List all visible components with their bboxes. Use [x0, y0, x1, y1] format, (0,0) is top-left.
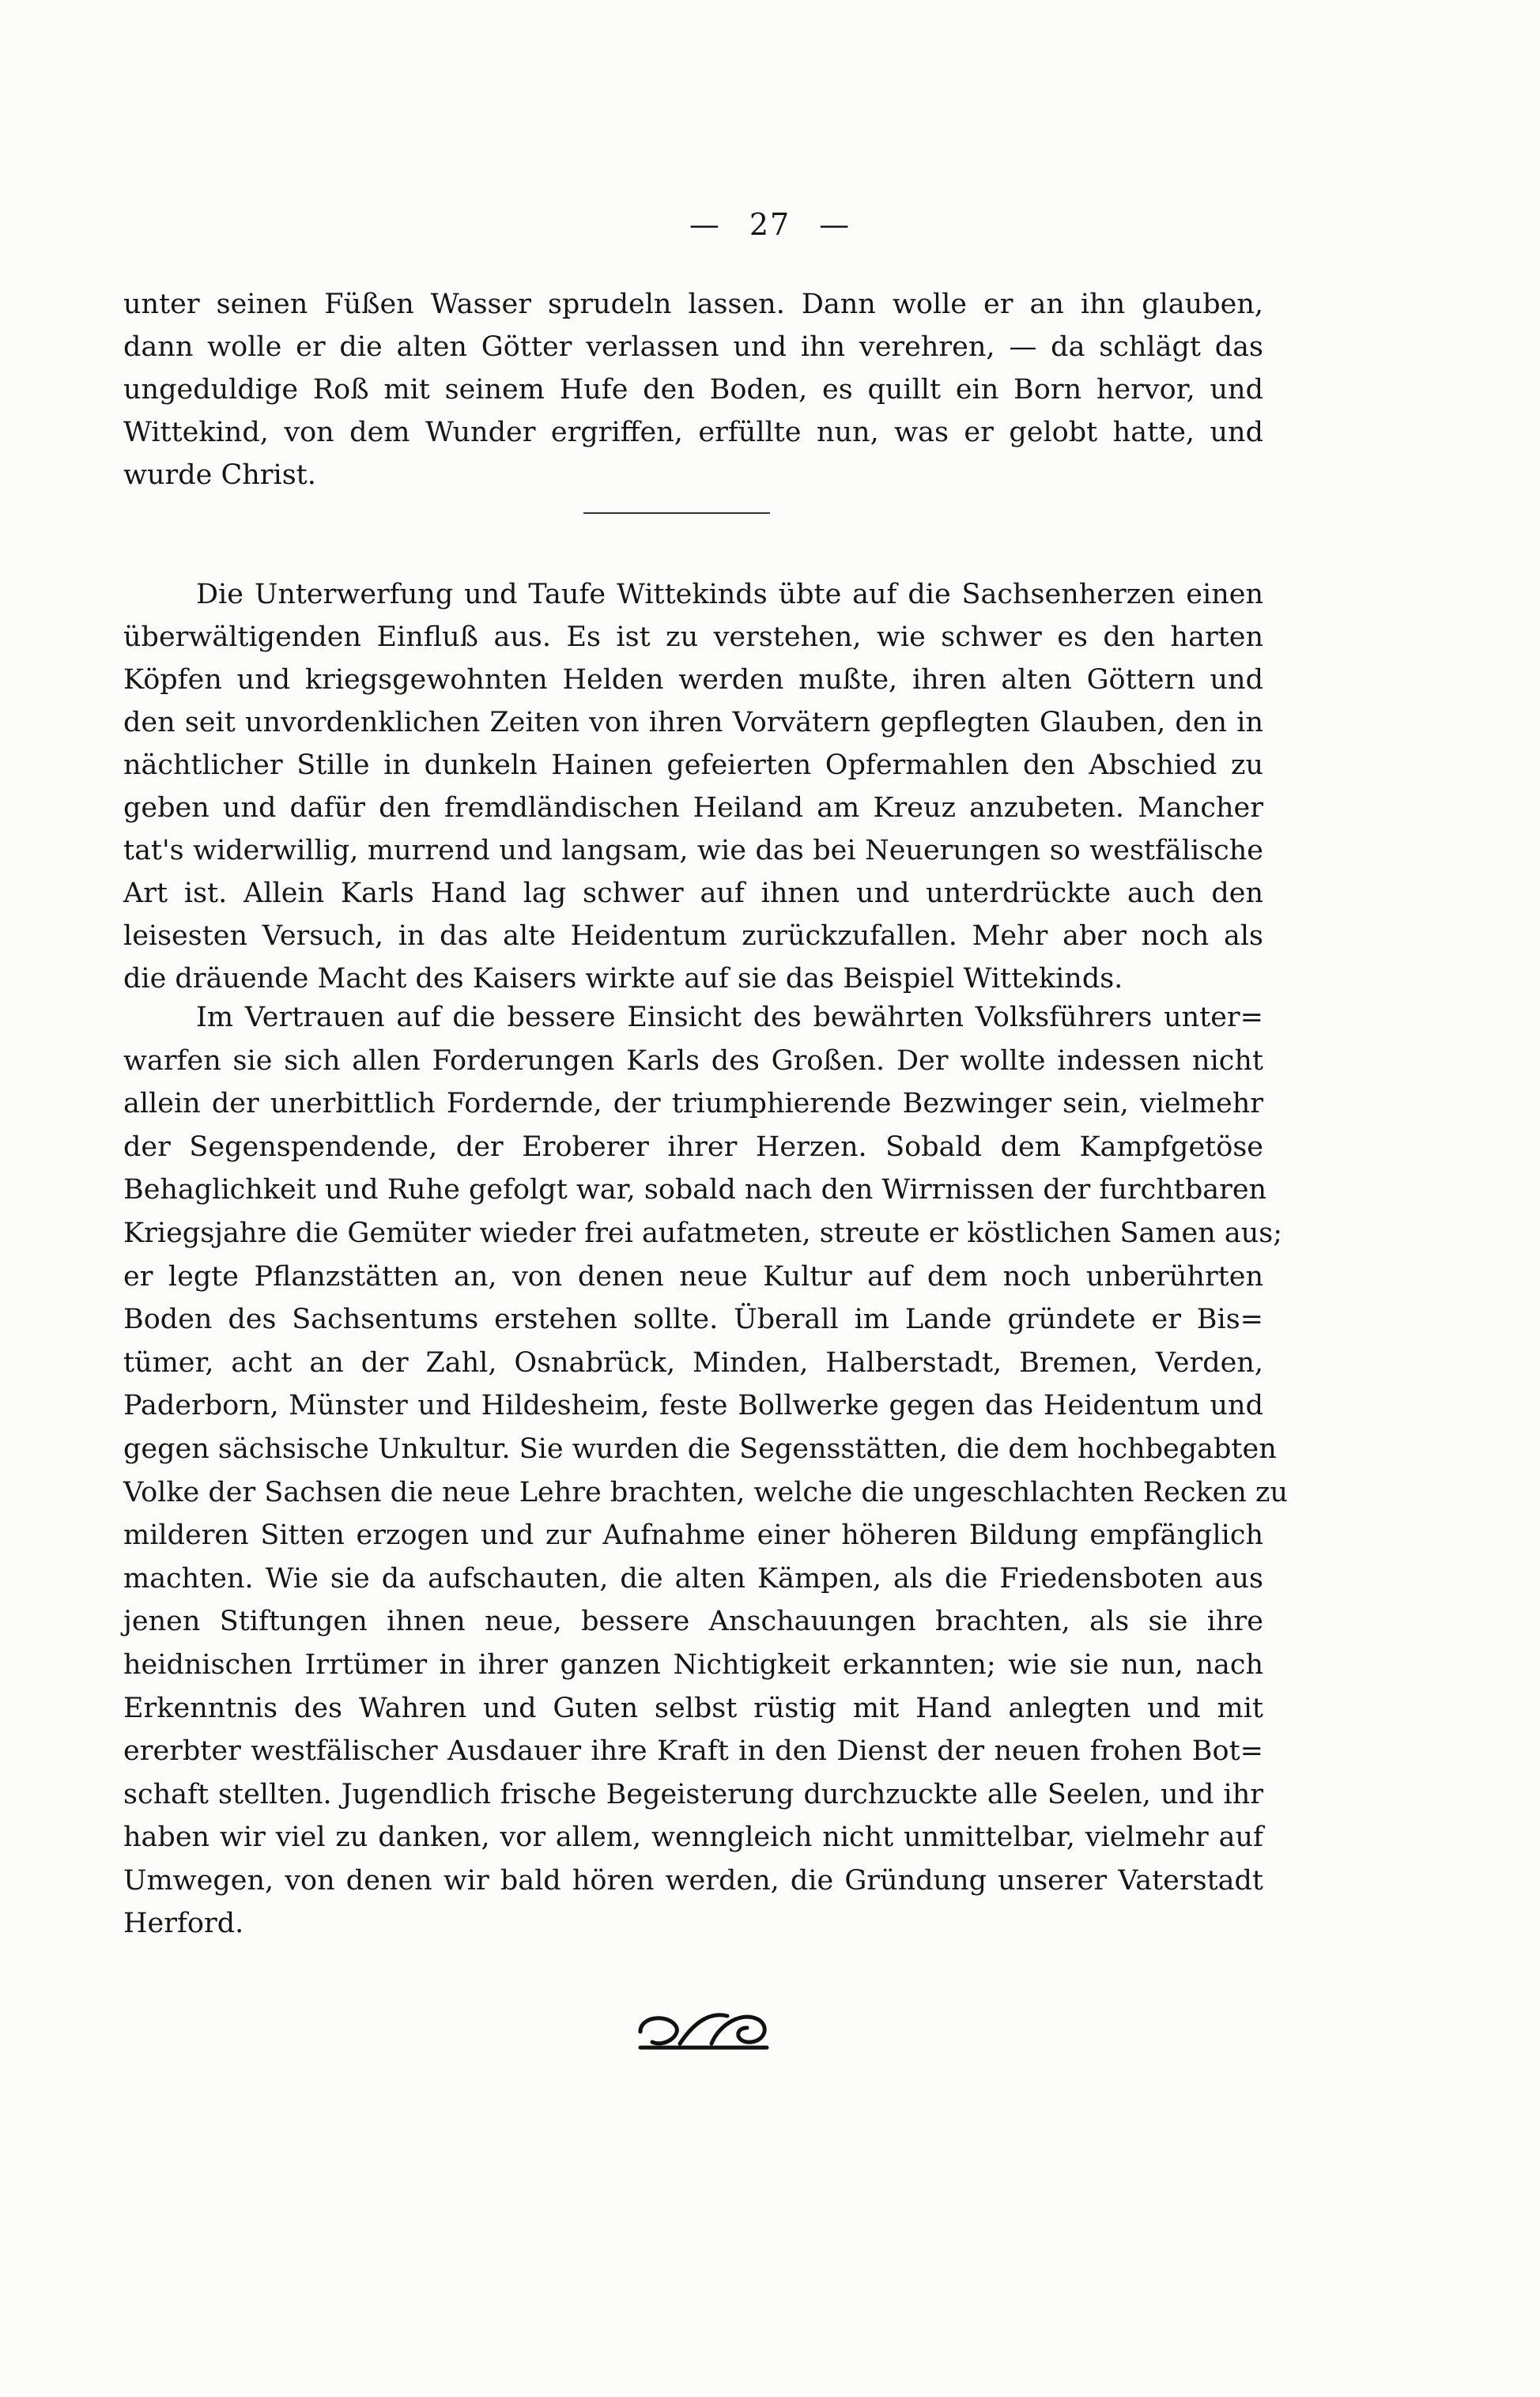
text-line: schaft stellten. Jugendlich frische Begeisterung durchzuckte alle Seelen, und ihr — [123, 1778, 1263, 1810]
text-line: allein der unerbittlich Fordernde, der triumphierende Bezwinger sein, vielmehr — [123, 1088, 1263, 1120]
text-line: Umwegen, von denen wir bald hören werden, die Gründung unserer Vaterstadt — [123, 1864, 1263, 1897]
text-line: ererbter westfälischer Ausdauer ihre Kraft in den Dienst der neuen frohen Bot= — [123, 1735, 1263, 1768]
text-line: machten. Wie sie da aufschauten, die alten Kämpen, als die Friedensboten aus — [123, 1562, 1263, 1595]
text-line: wurde Christ. — [123, 459, 316, 491]
text-line: Wittekind, von dem Wunder ergriffen, erfüllte nun, was er gelobt hatte, und — [123, 417, 1263, 448]
text-line: ungeduldige Roß mit seinem Hufe den Boden, es quillt ein Born hervor, und — [123, 374, 1263, 406]
text-line: tümer, acht an der Zahl, Osnabrück, Minden, Halberstadt, Bremen, Verden, — [123, 1346, 1263, 1379]
text-line: er legte Pflanzstätten an, von denen neue Kultur auf dem noch unberührten — [123, 1260, 1263, 1293]
text-line: Kriegsjahre die Gemüter wieder frei aufatmeten, streute er köstlichen Samen aus; — [123, 1217, 1283, 1249]
text-line: Paderborn, Münster und Hildesheim, feste Bollwerke gegen das Heidentum und — [123, 1390, 1263, 1422]
vignette-ornament-icon — [632, 2004, 775, 2059]
text-line: nächtlicher Stille in dunkeln Hainen gefeierten Opfermahlen den Abschied zu — [123, 749, 1263, 781]
text-line: heidnischen Irrtümer in ihrer ganzen Nichtigkeit erkannten; wie sie nun, nach — [123, 1648, 1263, 1681]
text-line: den seit unvordenklichen Zeiten von ihren Vorvätern gepflegten Glauben, den in — [123, 707, 1263, 738]
paragraph-1 — [123, 283, 1263, 496]
text-line: dann wolle er die alten Götter verlassen und ihn verehren, — da schlägt das — [123, 331, 1263, 363]
text-line: jenen Stiftungen ihnen neue, bessere Anschauungen brachten, als sie ihre — [123, 1606, 1263, 1638]
text-line: die dräuende Macht des Kaisers wirkte auf sie das Beispiel Wittekinds. — [123, 963, 1123, 995]
text-line: Die Unterwerfung und Taufe Wittekinds übte auf die Sachsenherzen einen — [196, 579, 1263, 610]
text-line: gegen sächsische Unkultur. Sie wurden die Segensstätten, die dem hochbegabten — [123, 1433, 1277, 1465]
text-line: unter seinen Füßen Wasser sprudeln lassen. Dann wolle er an ihn glauben, — [123, 289, 1263, 320]
text-line: haben wir viel zu danken, vor allem, wenngleich nicht unmittelbar, vielmehr auf — [123, 1821, 1263, 1854]
text-line: Art ist. Allein Karls Hand lag schwer auf ihnen und unterdrückte auch den — [123, 878, 1263, 909]
page-number-dash-right: — — [819, 207, 851, 242]
page-number — [0, 207, 1540, 242]
text-line: Behaglichkeit und Ruhe gefolgt war, sobald nach den Wirrnissen der furchtbaren — [123, 1174, 1267, 1206]
text-line: der Segenspendende, der Eroberer ihrer Herzen. Sobald dem Kampfgetöse — [123, 1131, 1263, 1163]
text-line: Köpfen und kriegsgewohnten Helden werden mußte, ihren alten Göttern und — [123, 664, 1263, 696]
text-line: Volke der Sachsen die neue Lehre brachten, welche die ungeschlachten Recken zu — [123, 1476, 1289, 1508]
page-number-dash-left: — — [689, 207, 721, 242]
text-line: tat's widerwillig, murrend und langsam, wie das bei Neuerungen so westfälische — [123, 835, 1263, 866]
text-line: Boden des Sachsentums erstehen sollte. Überall im Lande gründete er Bis= — [123, 1304, 1263, 1336]
text-line: geben und dafür den fremdländischen Heiland am Kreuz anzubeten. Mancher — [123, 792, 1263, 824]
text-line: Erkenntnis des Wahren und Guten selbst rüstig mit Hand anlegten und mit — [123, 1692, 1263, 1724]
text-line: überwältigenden Einfluß aus. Es ist zu verstehen, wie schwer es den harten — [123, 621, 1263, 653]
page-number-value: 27 — [749, 207, 791, 242]
text-line: Im Vertrauen auf die bessere Einsicht des bewährten Volksführers unter= — [196, 1002, 1263, 1033]
paragraph-3 — [123, 996, 1289, 1946]
text-line: leisesten Versuch, in das alte Heidentum zurückzufallen. Mehr aber noch als — [123, 920, 1263, 952]
text-line: milderen Sitten erzogen und zur Aufnahme einer höheren Bildung empfänglich — [123, 1519, 1263, 1552]
paragraph-2 — [123, 573, 1263, 1000]
text-line: Herford. — [123, 1908, 244, 1940]
text-line: warfen sie sich allen Forderungen Karls des Großen. Der wollte indessen nicht — [123, 1044, 1263, 1077]
section-divider — [583, 512, 770, 514]
